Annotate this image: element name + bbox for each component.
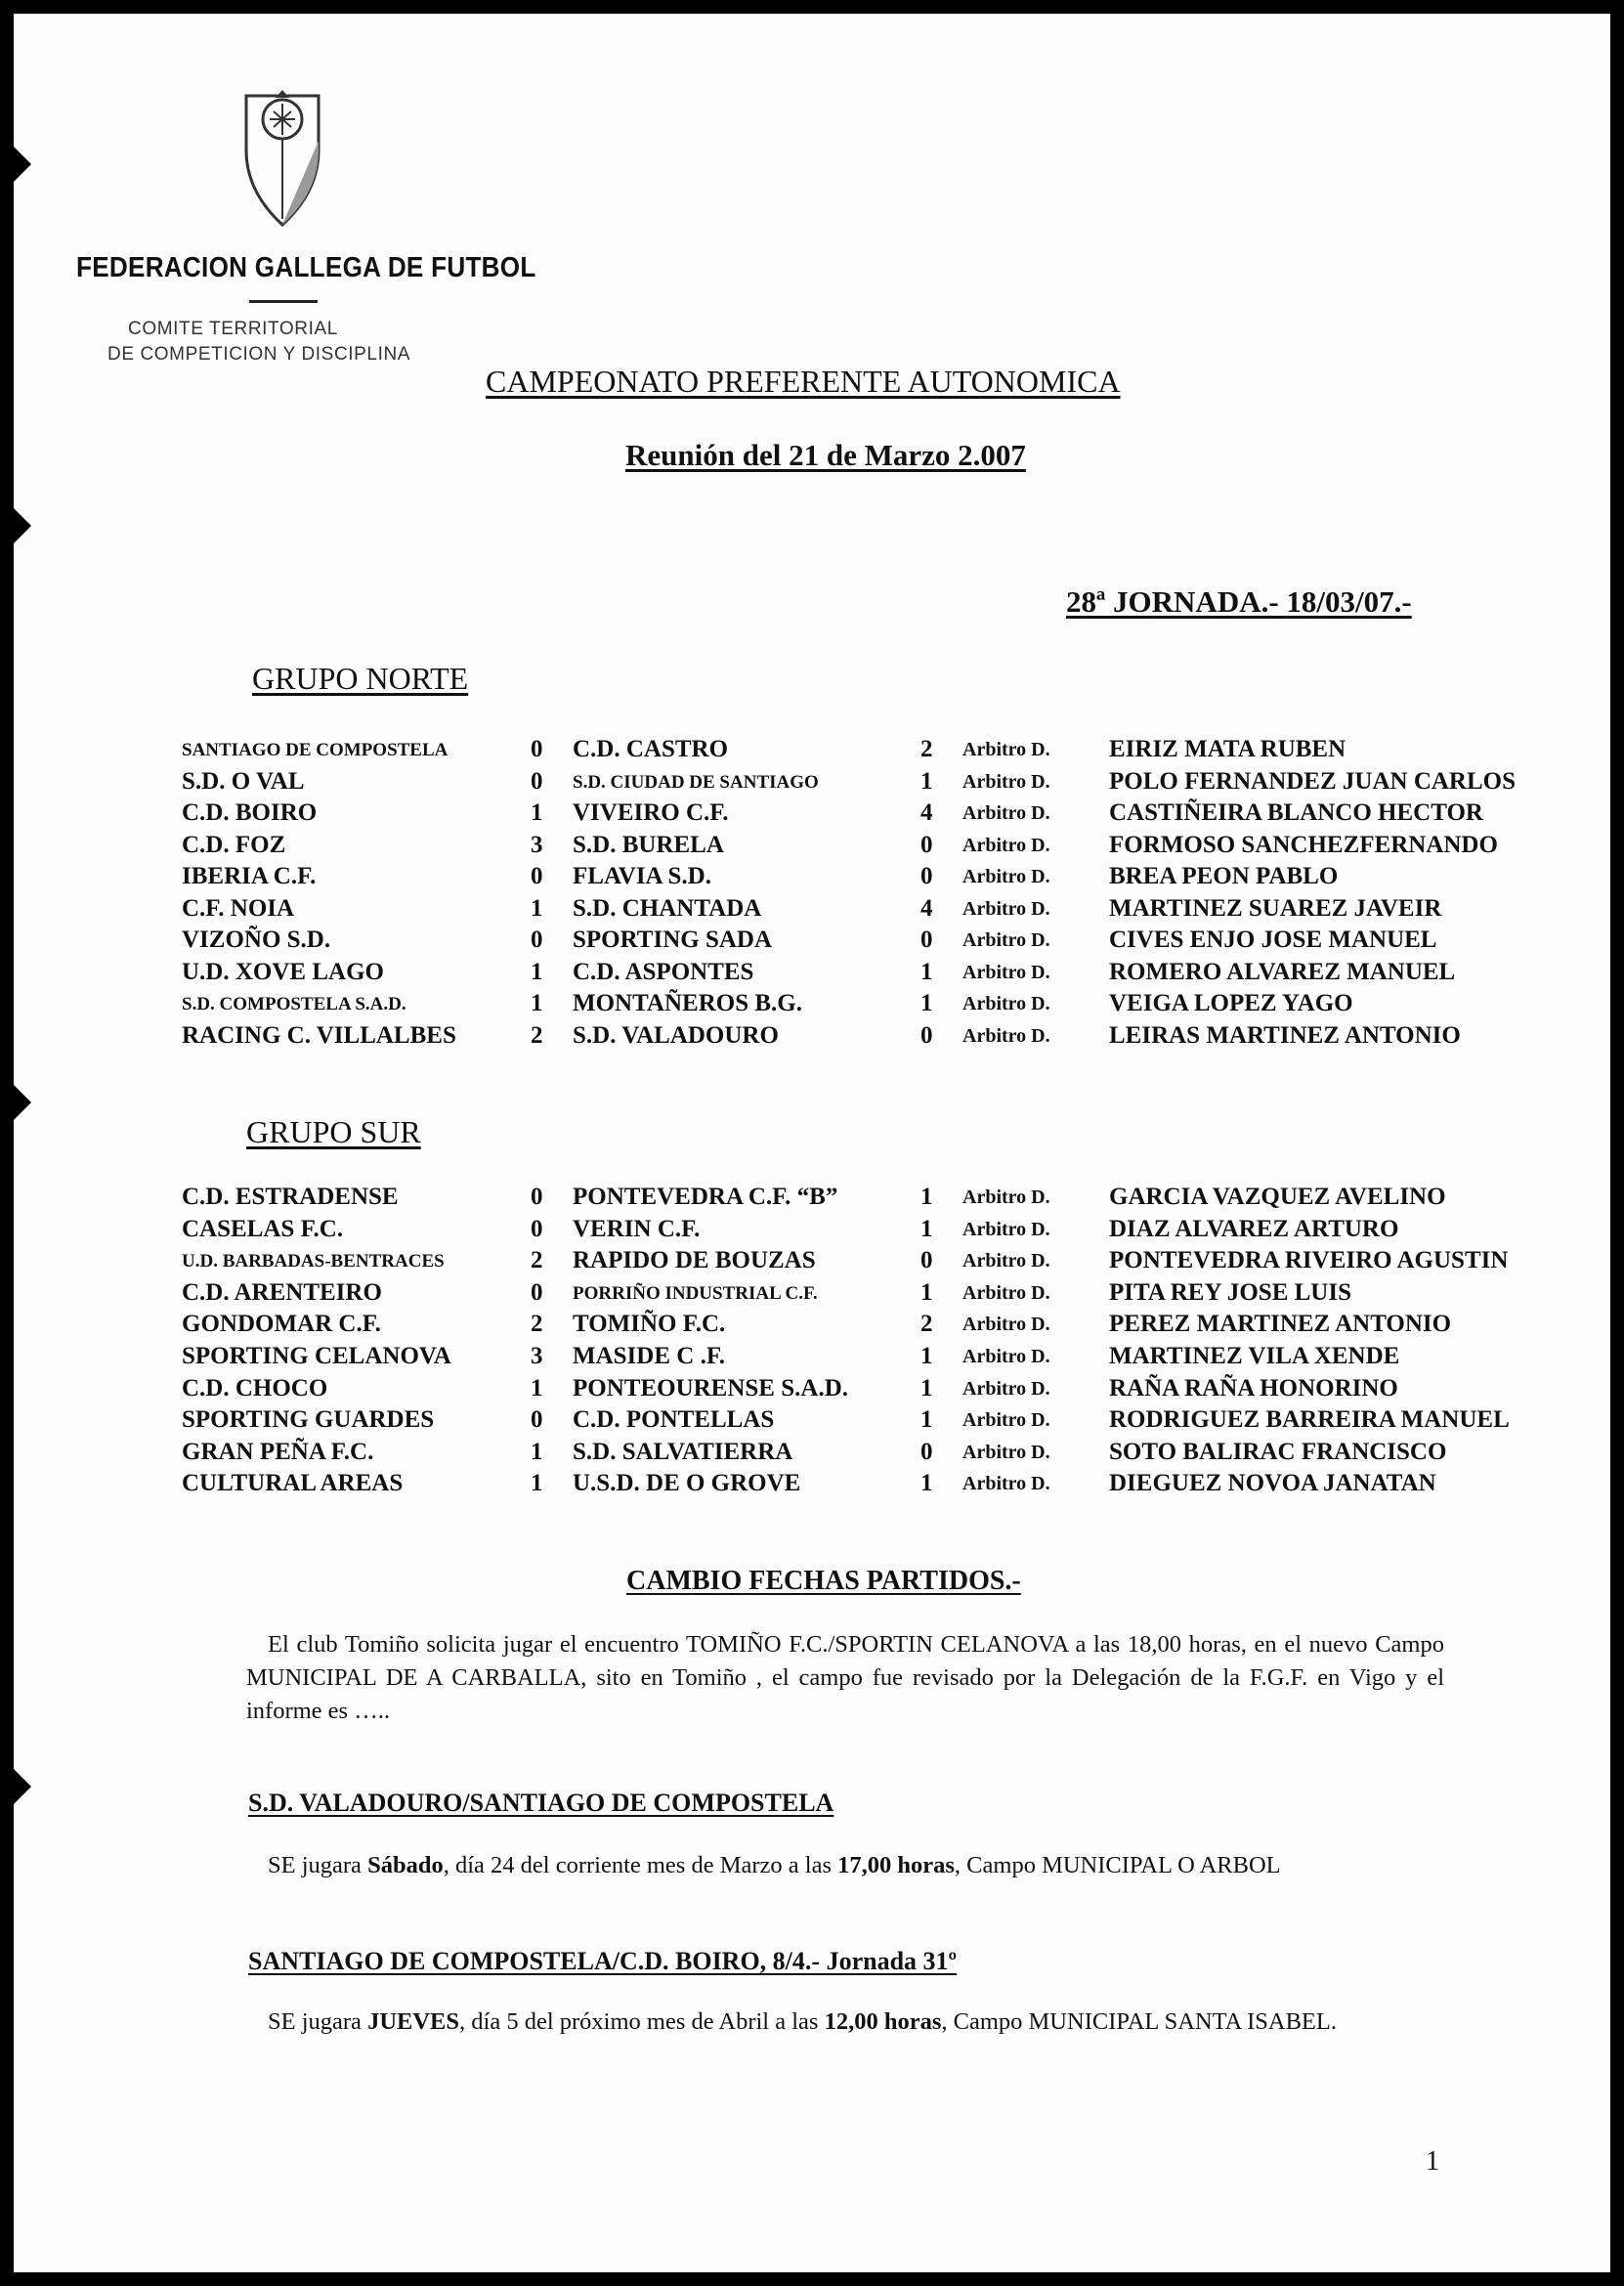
federation-name: FEDERACION GALLEGA DE FUTBOL	[76, 252, 536, 283]
away-team: S.D. CIUDAD DE SANTIAGO	[573, 771, 819, 793]
referee-name: EIRIZ MATA RUBEN	[1109, 736, 1346, 762]
valadouro-paragraph: SE jugara Sábado, día 24 del corriente mes de Marzo a las 17,00 horas, Campo MUNICIPAL O ARBOL	[268, 1852, 1281, 1878]
referee-name: POLO FERNANDEZ JUAN CARLOS	[1109, 767, 1517, 795]
match-row	[0, 1375, 1624, 1406]
home-score: 0	[531, 1406, 543, 1434]
referee-name: GARCIA VAZQUEZ AVELINO	[1109, 1184, 1446, 1210]
santiago-heading: SANTIAGO DE COMPOSTELA/C.D. BOIRO, 8/4.- Jornada 31º	[248, 1947, 958, 1975]
match-row	[0, 1311, 1624, 1342]
referee-label: Arbitro D.	[962, 897, 1050, 920]
away-score: 1	[920, 990, 933, 1016]
home-score: 0	[531, 1215, 543, 1242]
referee-name: VEIGA LOPEZ YAGO	[1109, 990, 1353, 1016]
referee-label: Arbitro D.	[962, 866, 1050, 887]
home-team: S.D. O VAL	[182, 767, 305, 795]
away-team: S.D. SALVATIERRA	[573, 1438, 793, 1465]
referee-label: Arbitro D.	[962, 1024, 1050, 1047]
home-team: C.D. ARENTEIRO	[182, 1278, 382, 1306]
home-team: GRAN PEÑA F.C.	[182, 1438, 374, 1465]
away-team: PONTEOURENSE S.A.D.	[573, 1374, 848, 1402]
home-score: 0	[531, 767, 543, 795]
home-score: 0	[531, 863, 543, 889]
away-team: VIVEIRO C.F.	[573, 799, 729, 826]
away-score: 4	[920, 799, 933, 826]
referee-label: Arbitro D.	[962, 1186, 1050, 1208]
away-team: VERIN C.F.	[573, 1215, 701, 1242]
referee-label: Arbitro D.	[962, 1409, 1050, 1432]
home-team: C.F. NOIA	[182, 894, 295, 922]
home-team: C.D. FOZ	[182, 831, 286, 858]
away-team: SPORTING SADA	[573, 927, 773, 953]
match-row	[0, 799, 1624, 831]
home-score: 2	[531, 1311, 543, 1338]
referee-label: Arbitro D.	[962, 929, 1050, 951]
referee-label: Arbitro D.	[962, 739, 1050, 760]
referee-name: RODRIGUEZ BARREIRA MANUEL	[1109, 1406, 1510, 1434]
match-row	[0, 1343, 1624, 1374]
away-team: FLAVIA S.D.	[573, 863, 711, 889]
meeting-date: Reunión del 21 de Marzo 2.007	[625, 438, 1026, 472]
home-score: 0	[531, 1184, 543, 1210]
match-row	[0, 1184, 1624, 1215]
referee-label: Arbitro D.	[962, 834, 1050, 856]
away-score: 2	[920, 1311, 933, 1338]
match-row	[0, 768, 1624, 799]
round-heading: 28ª JORNADA.- 18/03/07.-	[1066, 584, 1412, 619]
away-score: 0	[920, 831, 933, 858]
match-row	[0, 1279, 1624, 1311]
home-team: CASELAS F.C.	[182, 1215, 344, 1242]
match-row	[0, 1247, 1624, 1278]
away-score: 4	[920, 894, 933, 922]
referee-name: PONTEVEDRA RIVEIRO AGUSTIN	[1109, 1247, 1509, 1274]
referee-name: DIEGUEZ NOVOA JANATAN	[1109, 1470, 1436, 1497]
divider	[249, 300, 318, 303]
referee-label: Arbitro D.	[962, 961, 1050, 983]
away-team: S.D. BURELA	[573, 831, 724, 858]
page-number: 1	[1426, 2146, 1439, 2177]
match-row	[0, 1406, 1624, 1438]
match-row	[0, 1470, 1624, 1501]
away-team: U.S.D. DE O GROVE	[573, 1470, 801, 1497]
away-score: 0	[920, 1438, 933, 1465]
home-team: C.D. CHOCO	[182, 1374, 328, 1402]
home-score: 3	[531, 1343, 543, 1369]
referee-name: ROMERO ALVAREZ MANUEL	[1109, 958, 1456, 985]
referee-label: Arbitro D.	[962, 770, 1050, 793]
federation-crest-logo	[240, 82, 324, 227]
referee-name: PITA REY JOSE LUIS	[1109, 1278, 1351, 1306]
away-score: 0	[920, 863, 933, 889]
scan-edge	[14, 1769, 31, 1804]
away-score: 1	[920, 1215, 933, 1242]
santiago-paragraph: SE jugara JUEVES, día 5 del próximo mes de Abril a las 12,00 horas, Campo MUNICIPAL SANTA ISABEL.	[268, 2008, 1337, 2035]
home-team: SPORTING CELANOVA	[182, 1343, 451, 1369]
match-row	[0, 736, 1624, 767]
home-score: 1	[531, 1470, 543, 1497]
home-team: S.D. COMPOSTELA S.A.D.	[182, 994, 406, 1014]
home-score: 1	[531, 799, 543, 826]
home-score: 1	[531, 990, 543, 1016]
away-team: PORRIÑO INDUSTRIAL C.F.	[573, 1282, 818, 1304]
referee-label: Arbitro D.	[962, 802, 1050, 824]
home-score: 0	[531, 1278, 543, 1306]
home-score: 1	[531, 1438, 543, 1465]
away-team: S.D. VALADOURO	[573, 1021, 779, 1049]
scan-edge	[14, 1085, 31, 1120]
home-team: SANTIAGO DE COMPOSTELA	[182, 740, 449, 760]
home-team: U.D. XOVE LAGO	[182, 958, 384, 985]
home-score: 0	[531, 736, 543, 762]
away-team: MONTAÑEROS B.G.	[573, 990, 802, 1016]
referee-label: Arbitro D.	[962, 1346, 1050, 1367]
referee-label: Arbitro D.	[962, 1441, 1050, 1463]
referee-name: MARTINEZ VILA XENDE	[1109, 1343, 1400, 1369]
referee-label: Arbitro D.	[962, 1250, 1050, 1272]
home-team: C.D. BOIRO	[182, 799, 318, 826]
home-score: 1	[531, 1374, 543, 1402]
away-score: 1	[920, 767, 933, 795]
referee-label: Arbitro D.	[962, 1377, 1050, 1400]
match-row	[0, 832, 1624, 863]
referee-name: SOTO BALIRAC FRANCISCO	[1109, 1438, 1447, 1465]
grupo-sur-title: GRUPO SUR	[246, 1114, 421, 1149]
referee-label: Arbitro D.	[962, 1218, 1050, 1240]
home-score: 2	[531, 1021, 543, 1049]
scan-edge	[14, 508, 31, 543]
away-team: C.D. ASPONTES	[573, 958, 754, 985]
match-row	[0, 1439, 1624, 1470]
match-row	[0, 895, 1624, 927]
away-score: 2	[920, 736, 933, 762]
home-score: 0	[531, 927, 543, 953]
home-team: C.D. ESTRADENSE	[182, 1184, 399, 1210]
scan-edge	[14, 147, 31, 182]
referee-name: RAÑA RAÑA HONORINO	[1109, 1374, 1398, 1402]
referee-name: CASTIÑEIRA BLANCO HECTOR	[1109, 799, 1483, 826]
match-row	[0, 863, 1624, 894]
away-team: RAPIDO DE BOUZAS	[573, 1247, 816, 1274]
match-row	[0, 990, 1624, 1021]
away-team: C.D. PONTELLAS	[573, 1406, 775, 1434]
referee-name: LEIRAS MARTINEZ ANTONIO	[1109, 1021, 1461, 1049]
referee-label: Arbitro D.	[962, 1314, 1050, 1336]
referee-label: Arbitro D.	[962, 993, 1050, 1014]
away-score: 1	[920, 1184, 933, 1210]
home-team: VIZOÑO S.D.	[182, 927, 331, 953]
home-team: CULTURAL AREAS	[182, 1470, 404, 1497]
referee-name: BREA PEON PABLO	[1109, 863, 1339, 889]
home-score: 3	[531, 831, 543, 858]
match-row	[0, 927, 1624, 958]
away-team: PONTEVEDRA C.F. “B”	[573, 1184, 838, 1210]
home-team: U.D. BARBADAS-BENTRACES	[182, 1251, 445, 1272]
away-score: 0	[920, 927, 933, 953]
referee-label: Arbitro D.	[962, 1281, 1050, 1304]
grupo-norte-title: GRUPO NORTE	[252, 661, 469, 696]
away-score: 0	[920, 1247, 933, 1274]
cambio-paragraph: El club Tomiño solicita jugar el encuentro TOMIÑO F.C./SPORTIN CELANOVA a las 18,00 horas, en el nuevo Campo MUNICIPAL DE A CARBALLA, sito en Tomiño , el campo fue revisado por la Delegación de la F.G.F. en Vigo y el informe es …..	[246, 1631, 1444, 1724]
away-team: S.D. CHANTADA	[573, 894, 762, 922]
home-score: 1	[531, 894, 543, 922]
referee-name: DIAZ ALVAREZ ARTURO	[1109, 1215, 1399, 1242]
home-score: 1	[531, 958, 543, 985]
away-team: C.D. CASTRO	[573, 736, 729, 762]
referee-name: CIVES ENJO JOSE MANUEL	[1109, 927, 1437, 953]
home-score: 2	[531, 1247, 543, 1274]
away-score: 0	[920, 1021, 933, 1049]
away-score: 1	[920, 1278, 933, 1306]
referee-name: FORMOSO SANCHEZFERNANDO	[1109, 831, 1498, 858]
page-title: CAMPEONATO PREFERENTE AUTONOMICA	[486, 364, 1121, 399]
home-team: GONDOMAR C.F.	[182, 1311, 381, 1338]
committee-line-1: COMITE TERRITORIAL	[128, 319, 338, 339]
referee-name: MARTINEZ SUAREZ JAVEIR	[1109, 894, 1442, 922]
referee-name: PEREZ MARTINEZ ANTONIO	[1109, 1311, 1452, 1338]
away-team: TOMIÑO F.C.	[573, 1311, 726, 1338]
referee-label: Arbitro D.	[962, 1473, 1050, 1495]
away-score: 1	[920, 1470, 933, 1497]
home-team: SPORTING GUARDES	[182, 1406, 435, 1434]
away-score: 1	[920, 958, 933, 985]
match-row	[0, 1022, 1624, 1054]
committee-line-2: DE COMPETICION Y DISCIPLINA	[107, 344, 411, 365]
away-score: 1	[920, 1343, 933, 1369]
match-row	[0, 959, 1624, 990]
away-score: 1	[920, 1374, 933, 1402]
home-team: RACING C. VILLALBES	[182, 1021, 456, 1049]
valadouro-heading: S.D. VALADOURO/SANTIAGO DE COMPOSTELA	[248, 1789, 834, 1817]
away-team: MASIDE C .F.	[573, 1343, 726, 1369]
cambio-fechas-title: CAMBIO FECHAS PARTIDOS.-	[626, 1566, 1021, 1596]
match-row	[0, 1216, 1624, 1247]
away-score: 1	[920, 1406, 933, 1434]
home-team: IBERIA C.F.	[182, 863, 317, 889]
